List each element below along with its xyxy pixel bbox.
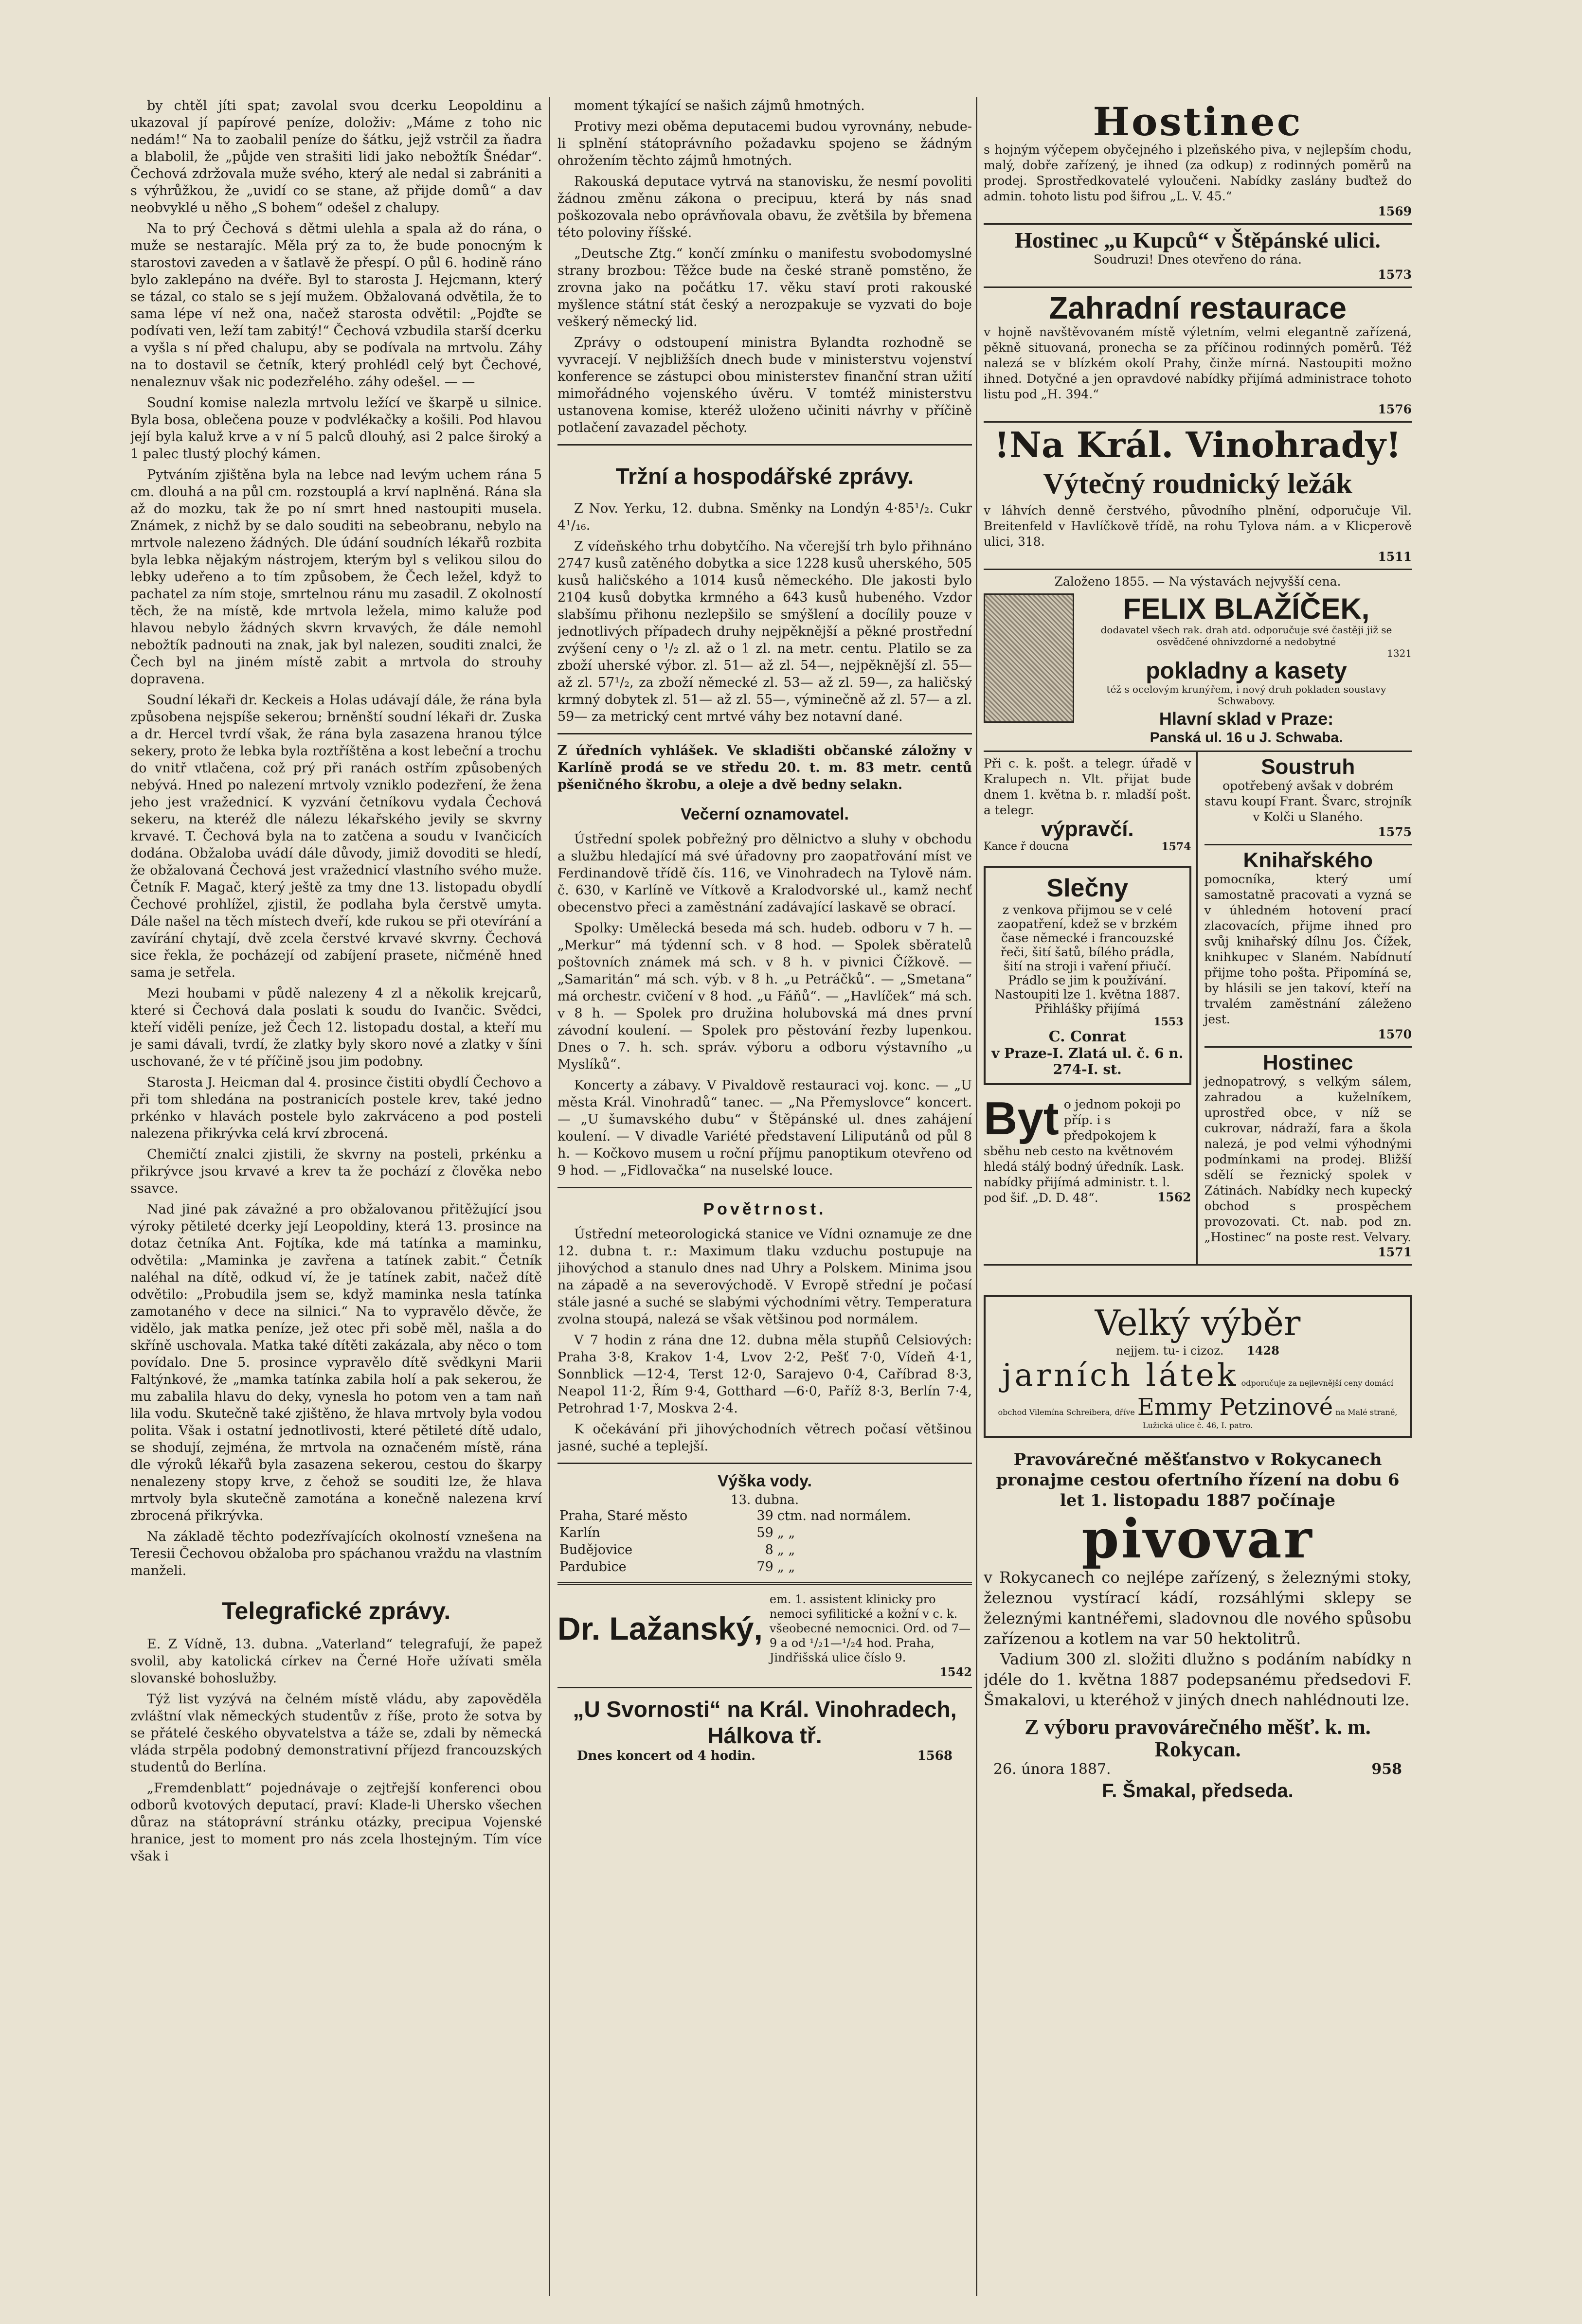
ad-text: Pravovárečné měšťanstvo v Rokycanech pronajme cestou ofertního řízení na dobu 6 let 1. listopadu 1887 počínaje: [996, 1450, 1400, 1511]
ad-text: nejjem. tu- i cizoz.: [1116, 1344, 1224, 1358]
paragraph: Soudní lékaři dr. Keckeis a Holas udávají dále, že rána byla způsobena nejspíše sekerou; brněnští soudní lékaři dr. Zuska a dr. Hercel tvrdí však, že rána byla zasazena hranou týlce sekery, proto že lebka byla roztříštěna a kost lebeční a trochu do vnitř vtlačena, což prý při ranách ostřím způsobených nebývá. Hned po nalezení mrtvoly vzniklo podezření, že žena jeho jest vražednicí. K vyzvání četníkovu vydala Čechová sekeru, na kteréž dle nálezu lékařského jevily se skvrny krvavé. T. Čechová byla na to zatčena a soudu v Ivančicích dodána. Obžaloba uvádí dále důvody, jimiž dovoditi se hledí, že obžalovaná Čechová jest vražednicí vlastního svého muže. Četník F. Magač, který ještě za tmy dne 13. listopadu obydlí Čechové prohlížel, zjistil, že podlaha byla čerstvě umyta. Dále našel na těch místech dveří, kde rukou se při otevírání a zavírání chytají, dvě zcela čerstvé krvavé skvrny. Čechová sice řekla, že pocházejí od zabíjení prasete, ničméně hned sama je setřela.: [130, 693, 542, 980]
ad-firm: C. Conrat: [1048, 1028, 1126, 1045]
paragraph: „Deutsche Ztg.“ končí zmínku o manifestu svobodomyslné strany brozbou: Těžce bude na české straně pomstěno, že zrovna jako na počátku 17. věku staví proti rakouské myšlence státní stát český a nerozpakuje se vyzvati do boje veškerý německý lid.: [557, 246, 972, 329]
ad-text: Při c. k. pošt. a telegr. úřadě v Kralupech n. Vlt. přijat bude dnem 1. května b. r. mladší pošt. a telegr.: [984, 756, 1191, 817]
ad-name: Emmy Petzinové: [1137, 1394, 1333, 1421]
divider: [557, 1187, 972, 1188]
table-cell: „ „: [777, 1559, 795, 1574]
ad-text: Soudruzi! Dnes otevřeno do rána.: [1094, 252, 1302, 267]
ad-heading: FELIX BLAŽÍČEK,: [1123, 592, 1370, 626]
paragraph: Z vídeňského trhu dobytčího. Na včerejší trh bylo přihnáno 2747 kusů zatěného dobytka a sice 1228 kusů uherského, 505 kusů haličského a 1014 kusů německého. Dle jakosti bylo 2104 kusů dobytka krmného a 643 kusů hubeného. Vzdor slabšímu přihonu nezlepšilo se smýšlení a docílily pouze v jednotlivých případech druhy nejpěknější a pěkné prostřední zvýšení ceny o ¹/₂ zl. až o 1 zl. na metr. centu. Platilo se za zboží uherské výbor. zl. 51— až zl. 54—, nejpěknější zl. 55— až zl. 57¹/₂, za zboží německé zl. 53— až zl. 59—, za haličský krmný dobytek zl. 51— až zl. 55—, výminečně až zl. 57— a zl. 59— za metrický cent mrtvé váhy bez notavní dané.: [557, 539, 972, 724]
paragraph: Spolky: Umělecká beseda má sch. hudeb. odboru v 7 h. — „Merkur“ má týdenní sch. v 8 hod. — Spolek sběratelů poštovních známek má sch. v 8 h. v pivnici Čížkově. — „Samaritán“ má sch. výb. v 8 h. „u Petráčků“. — „Smetana“ má orchestr. cvičení v 8 hod. „u Fáňů“. — „Havlíček“ má sch. v 8 h. — Spolek pro družina holubovská má dnes první závodní koulení. — Spolek pro pěstování řezby lupenkou. Dnes o 7. h. sch. správ. výboru a odboru výstavního „u Myslíků“.: [557, 921, 972, 1072]
zahradni-ad: [984, 288, 1412, 423]
market-news: [557, 500, 972, 725]
paragraph: Ústřední spolek pobřežný pro dělnictvo a sluhy v obchodu a službu hledající má své úřadovny pro zaopatřování míst ve Ferdinandově třídě čís. 116, ve Vinohradech na Tylově nám. č. 630, v Karlíně ve Vítkově a Kralodvorské ul., kamž nechť obecenstvo přeci a zaměstnání zadávající laskavě se obrací.: [557, 832, 972, 915]
paragraph: Na základě těchto podezřívajících okolností vznešena na Teresii Čechovou obžaloba pro spáchanou vraždu na vlastním manželi.: [130, 1529, 542, 1578]
paragraph: Ústřední meteorologická stanice ve Vídni oznamuje ze dne 12. dubna t. r.: Maximum tlaku vzduchu postupuje na jihovýchod a stanulo dnes nad Uhry a Polskem. Minima jsou na západě a na severovýchodě. V Evropě střední je počasí stále jasné a suché se slabými východními větry. Temperatura zvolna stoupá, nalezá se však většinou pod normálem.: [557, 1227, 972, 1327]
ad-text: též s ocelovým krunýřem, i nový druh pokladen soustavy Schwabovy.: [1106, 683, 1386, 707]
column-3: [984, 97, 1412, 2306]
market-heading: Tržní a hospodářské zprávy.: [615, 464, 914, 489]
ad-text: v Rokycanech co nejlépe zařízený, s železnými stoky, železnou vystírací kádí, rozsáhlými sklepy se železnými kantnéřemi, sladovnou dle nového spůsobu zařízenou a kotlem na var 50 hektolitrů.: [984, 1568, 1412, 1648]
divider: [557, 733, 972, 734]
telegraph-news: [130, 1636, 542, 1865]
divider: [557, 444, 972, 446]
table-cell: 39: [756, 1508, 773, 1523]
paragraph: Chemičtí znalci zjistili, že skvrny na posteli, prkénku a přikrývce jsou krvavé a krev ta že pochází z člověka nebo ssavce.: [130, 1147, 542, 1196]
telegraph-heading: Telegrafické zprávy.: [221, 1597, 451, 1625]
ad-heading: Knihařského: [1243, 848, 1373, 872]
ad-number: 1511: [1378, 550, 1412, 564]
ad-text: v láhvích denně čerstvého, původního plnění, odporučuje Vil. Breitenfeld v Havlíčkově třídě, na rohu Tylova nám. a v Klicperově ulici, 318.: [984, 503, 1412, 549]
ad-heading: Hostinec: [1093, 99, 1303, 144]
paragraph: E. Z Vídně, 13. dubna. „Vaterland“ telegrafují, že papež svolil, aby katolická církev na Černé Hoře užívati směla slovanské bohoslužby.: [130, 1637, 542, 1686]
ad-text: Vadium 300 zl. složiti dlužno s podáním nabídky n jdéle do 1. května 1887 podepsanému předsedovi F. Šmakalovi, u kteréhož v jiných dnech nahlédnouti lze.: [984, 1649, 1412, 1709]
paragraph: Z Nov. Yerku, 12. dubna. Směnky na Londýn 4·85¹/₂. Cukr 4¹/₁₆.: [557, 501, 972, 533]
ad-heading: Zahradní restaurace: [1049, 290, 1347, 326]
paragraph: Koncerty a zábavy. V Pivaldově restauraci voj. konc. — „U města Král. Vinohradů“ tanec. — „Na Přemyslovce“ koncert. — „U šumavského dubu“ v Štěpánské ul. dnes zahájení koulení. — V divadle Variété představení Liliputánů od půl 8 h. — Kočkovo musem u roční příjmu panoptikum otevřeno od 9 hod. — „Fidlovačka“ na nuselské louce.: [557, 1078, 972, 1178]
ad-text: dodavatel všech rak. drah atd. odporučuje své častěji již se osvědčené ohnivzdorné a nedobytné: [1100, 624, 1392, 648]
ad-subheading: pokladny a kasety: [1146, 658, 1347, 684]
paragraph: Nad jiné pak závažné a pro obžalovanou přitěžující jsou výroky pětileté dcerky její Leopoldiny, která 13. prosince na dotaz četníka Ant. Fojtíka, kde má tatínka a maminku, odvětila: „Maminka je zavřena a tatínek zabit.“ Četník naléhal na dítě, odkud ví, že je tatínek zabit, načež dítě odvětilo: „Probudila jsem se, když maminka nesla tatínka zamotaného v dece na silnici.“ Na to vypravělo děvče, že vidělo, jak matka peníze, jež otec při sobě měl, našla a do skříně uschovala. Matka také dítěti zakázala, aby něco o tom povídalo. Dne 5. prosince vypravělo dítě svědkyni Marii Faltýnkové, že „mamka tatínka zabila holí a pak sekerou, že mu zabalila hlavu do deky, vynesla ho potom ven a tam naň lila vodu. Skutečně také zjištěno, že hlava mrtvoly byla vodou polita. Však i ostatní jednotlivosti, které pětileté dítě udalo, se shodují, zejména, že mrtvola na označeném místě, rána dle výroků lékařů byla zasazena sekerou, cestou do škarpy nenalezeny stopy krve, z čehož se souditi lze, že hlava mrtvoly byla skutečně zamotána a konečně nalezena krví zbrocená přikrývka.: [130, 1202, 542, 1523]
office-notice: Z úředních vyhlášek. Ve skladišti občanské záložny v Karlíně prodá se ve středu 20. t. m. 83 metr. centů pšeničného škrobu, a oleje a dvě bedny selakn.: [557, 743, 972, 792]
paragraph: by chtěl jíti spat; zavolal svou dcerku Leopoldinu a ukazoval jí papírové peníze, doloživ: „Máme z toho nic nedám!“ Na to zaobalil peníze do šátku, jejž vstrčil za ňadra a blabolil, že „půjde ven strašiti lidi jako nebožtík Šnédar“. Čechová zdržovala muže svého, který ale nedal si zabrániti a s výhrůžkou, že „uvidí co se stane, až přijde domů“ a dav neobvyklé u něho „S bohem“ odešel z chalupy.: [130, 98, 542, 215]
ad-text: Založeno 1855. — Na výstavách nejvyšší cena.: [1054, 574, 1341, 589]
ad-heading: Hostinec „u Kupců“ v Štěpánské ulici.: [1015, 228, 1381, 252]
ad-address: Panská ul. 16 u J. Schwaba.: [1150, 730, 1343, 746]
felix-ad: [984, 570, 1412, 752]
lazansky-text: em. 1. assistent klinicky pro nemoci syfilitické a kožní v c. k. všeobecné nemocnici. Ord. od 7—9 a od ¹/₂1—¹/₂4 hod. Praha, Jindřišská ulice číslo 9.: [769, 1592, 971, 1664]
ad-heading: Hostinec: [1262, 1051, 1353, 1075]
divider: [557, 1463, 972, 1464]
table-cell: Budějovice: [559, 1542, 633, 1557]
paragraph: K očekávání při jihovýchodních větrech počasí většinou jasné, suché a teplejší.: [557, 1422, 972, 1454]
ad-text: v hojně navštěvovaném místě výletním, velmi elegantně zařízená, pěkně situovaná, pronecha se za příčinou rodinných poměrů. Též nalezá se v blízkém okolí Prahy, činže mírná. Nastoupiti možno ihned. Dotyčné a jen opravdové nabídky přijímá administrace tohoto listu pod „H. 394.“: [984, 325, 1412, 402]
paragraph: V 7 hodin z rána dne 12. dubna měla stupňů Celsiových: Praha 3·8, Krakov 1·4, Lvov 2·2, Pešť 7·0, Vídeň 4·1, Sonnblick —12·4, Terst 12·0, Sarajevo 0·4, Caříbrad 8·3, Neapol 11·2, Řím 9·4, Gotthard —6·0, Paříž 8·3, Berlín 7·4, Petrohrad 1·7, Moskva 2·4.: [557, 1333, 972, 1416]
table-row: [557, 1524, 972, 1541]
slecny-ad: [984, 866, 1191, 1085]
soustruh-ad: [1204, 752, 1412, 845]
ad-number: 1321: [1387, 647, 1412, 660]
table-cell: Pardubice: [559, 1559, 627, 1574]
vyber-ad: [984, 1295, 1412, 1438]
ad-text: odporučuje za nejlevnější ceny domácí obchod Vilemína Schreibera, dříve: [998, 1378, 1394, 1417]
weather-heading: Povětrnost.: [703, 1200, 827, 1218]
byt-ad: [984, 1093, 1191, 1211]
ad-number: 1562: [1157, 1190, 1191, 1204]
weather-report: [557, 1226, 972, 1455]
paragraph: Mezi houbami v půdě nalezeny 4 zl a několik krejcarů, které si Čechová dala poslati k soudu do Ivančic. Svědci, kteří viděli peníze, jež Čech 12. listopadu dostal, a kteří mu je sami dávali, tvrdí, že zlatky byly skoro nové a zlatky v šíni uschované, že v té příčině jsou jim podobny.: [130, 986, 542, 1069]
paragraph: Týž list vyzývá na čelném místě vládu, aby zapověděla zvláštní vlak německých studentův z říše, proto že sotva by se přátelé českého obyvatelstva a táže se, zdali by německá vláda strpěla podobný demonstrativní příjezd francouzských studentů do Berlína.: [130, 1692, 542, 1775]
safe-engraving-image: [984, 593, 1074, 723]
kniharsky-ad: [1204, 845, 1412, 1048]
ad-subheading: Výtečný roudnický ležák: [1043, 467, 1352, 500]
vypravci-ad: [984, 752, 1191, 858]
ad-number: 1542: [939, 1665, 972, 1679]
political-news: [557, 97, 972, 436]
table-row: [557, 1507, 972, 1524]
table-row: [557, 1541, 972, 1558]
ad-number: 1574: [1161, 840, 1191, 853]
kupcu-ad: [984, 225, 1412, 288]
ad-text: o jednom pokoji po příp. i s předpokojem k sběhu neb cesto na květnovém hledá stálý bodný úředník. Lask. nabídky přijímá administr. t. l. pod šif. „D. D. 48“.: [984, 1097, 1185, 1205]
paragraph: Zprávy o odstoupení ministra Bylandta rozhodně se vyvracejí. V nejbližších dnech bude v ministerstvu vojenství konference se zástupci obou ministerstev finanční stran užití mimořádného vojenského úvěru. V tomtéž ministerstvu ustanovena komise, kteréž uloženo učiniti návrhy v příčině potlačení zavazadel pěchoty.: [557, 335, 972, 435]
table-cell: 8: [765, 1542, 773, 1557]
ad-number: 1570: [1378, 1027, 1412, 1042]
ad-heading: Slečny: [1046, 874, 1129, 902]
table-row: [557, 1558, 972, 1575]
ad-number: 1575: [1378, 824, 1412, 839]
ad-heading: !Na Král. Vinohrady!: [994, 424, 1402, 466]
ad-text: s hojným výčepem obyčejného i plzeňského piva, v nejlepším chodu, malý, dobře zařízený, je ihned (za odkup) z rodinných poměrů na prodej. Sprostředkovatelé vyloučeni. Nabídky zaslány buďtež do admin. tohoto listu pod šifrou „L. V. 45.“: [984, 143, 1412, 203]
lazansky-ad: [557, 1592, 972, 1665]
ad-number: 958: [1371, 1761, 1402, 1778]
table-cell: Praha, Staré město: [559, 1508, 688, 1523]
ad-heading: Byt: [984, 1092, 1059, 1144]
ad-number: 1568: [917, 1749, 953, 1763]
table-cell: ctm. nad normálem.: [777, 1508, 911, 1523]
column-2: [557, 97, 972, 2306]
table-cell: 59: [756, 1525, 773, 1540]
paragraph: „Fremdenblatt“ pojednávaje o zejtřejší konferenci obou odborů kvotových deputací, praví: Klade-li Uhersko všechen důraz na státoprávní stránku otázky, precipua Vojenské hranice, jest to moment pro nás zcela lhostejným. Tím více však i: [130, 1781, 542, 1864]
divider: [557, 1582, 972, 1585]
ad-address: na Malé straně, Lužická ulice č. 46, I. patro.: [1142, 1408, 1398, 1430]
paragraph: Soudní komise nalezla mrtvolu ležící ve škarpě u silnice. Byla bosa, oblečena pouze v podvlékačky a košili. Pod hlavou její byla kaluž krve a v ní 5 palců dlouhý, asi 2 palce široký a 1 palec tlustý plochý kámen.: [130, 395, 542, 462]
ad-number: 1576: [1378, 402, 1412, 417]
hostinec2-ad: [1204, 1048, 1412, 1264]
court-report: [130, 97, 542, 1579]
ad-text: opotřebený avšak v dobrém stavu koupí Frant. Švarc, strojník v Kolči u Slaného.: [1204, 778, 1412, 824]
vinohrady-ad: [984, 423, 1412, 570]
ad-text: jednopatrový, s velkým sálem, zahradou a kuželníkem, uprostřed obce, v níž se cukrovar, nádraží, fara a škola nalezá, je pod velmi výhodnými podmínkami na prodej. Bližší sdělí se řeznický spolek v Zátinách. Nabídky nech kupecký obchod s prospěchem provozovati. Ct. nab. pod zn. „Hostinec“ na poste rest. Velvary.: [1204, 1074, 1412, 1245]
ad-signature: F. Šmakal, předseda.: [1102, 1780, 1294, 1802]
svornost-heading: „U Svornosti“ na Král. Vinohradech, Hálkova tř.: [573, 1697, 957, 1748]
ad-number: 1569: [1378, 204, 1412, 218]
paragraph: Starosta J. Heicman dal 4. prosince čistiti obydlí Čechovo a při tom shledána na postranicích postele krev, také jedno prkénko v hlavách postele bylo zakrváceno a pod posteli nalezena přikrývka celá krví zbrocená.: [130, 1075, 542, 1141]
evening-heading: Večerní oznamovatel.: [681, 805, 849, 823]
paragraph: Pytváním zjištěna byla na lebce nad levým uchem rána 5 cm. dlouhá a na půl cm. rozstouplá a krví naplněná. Rána sla až do mozku, tak že po ní smrt hned nastoupiti musela. Známek, z nichž by se dalo souditi na sebeobranu, nebylo na mrtvole nalezeno žádných. Dle údání soudních lékařů rozbita byla lebka nějakým nástrojem, kterým byl s velikou silou do lebky udeřeno a to tím způsobem, že Čech ležel, když to pachatel za ním stoje, smrtelnou ránu mu zasadil. Z okolností těch, že na místě, kde mrtvola ležela, mimo kaluže pod hlavou nebylo žádných skvrn krvavých, že dále nemohl nebožtík padnouti na znak, jak byl nalezen, souditi znalci, že Čech byl na jiném místě zabit a mrtvola do strouhy dopravena.: [130, 467, 542, 687]
ad-number: 1573: [1378, 268, 1412, 282]
column-1: [130, 97, 542, 2306]
ad-subheading: jarních látek: [1002, 1358, 1239, 1394]
ad-heading: Soustruh: [1261, 754, 1355, 779]
pivovar-ad: [984, 1446, 1412, 1806]
ad-heading: Velký výběr: [1095, 1303, 1301, 1344]
evening-announcements: [557, 831, 972, 1179]
water-date: 13. dubna.: [730, 1493, 799, 1507]
ad-subheading: Hlavní sklad v Praze:: [1159, 709, 1334, 729]
ad-number: 1553: [1153, 1015, 1184, 1028]
paragraph: Protivy mezi oběma deputacemi budou vyrovnány, nebude-li splnění státoprávního požadavku spojeno se žádným ohrožením těchto zájmů hmotných.: [557, 119, 972, 168]
table-cell: „ „: [777, 1542, 795, 1557]
ad-text: z venkova přijmou se v celé zaopatření, kdež se v brzkém čase německé i francouzské řeči, šití šatů, bílého prádla, šití na stroji i vaření přiučí. Prádlo se jim k používání. Nastoupiti lze 1. května 1887. Přihlášky přijímá: [994, 902, 1180, 1016]
ad-address: v Praze-I. Zlatá ul. č. 6 n. 274-I. st.: [991, 1045, 1184, 1077]
ad-text: Kance ř doucna: [984, 840, 1069, 853]
lazansky-name: Dr. Lažanský,: [557, 1610, 763, 1646]
paragraph: Rakouská deputace vytrvá na stanovisku, že nesmí povoliti žádnou změnu zákona o precipuu, která by nás snad poškozovala nebo oprávňovala obavu, že zvětšila by břemena této poloviny říšské.: [557, 174, 972, 240]
ad-date: 26. února 1887.: [993, 1761, 1111, 1778]
water-heading: Výška vody.: [717, 1472, 812, 1490]
column-divider: [976, 97, 977, 2296]
svornost-text: Dnes koncert od 4 hodin.: [577, 1749, 756, 1763]
column-divider: [549, 97, 550, 2296]
water-level-table: [557, 1507, 972, 1575]
table-cell: Karlín: [559, 1525, 600, 1540]
paragraph: Na to prý Čechová s dětmi ulehla a spala až do rána, o muže se nestarajíc. Měla prý za to, že bude ponocným k starostovi zaveden a v šatlavě že přespí. O půl 6. hodině ráno bylo zaklepáno na dvéře. Byl to starosta J. Hejcmann, který se tázal, co stalo se s její mužem. Obžalovaná odvětila, že to sama lépe ví než ona, načež starosta odvětil: „Pojďte se podívati ven, leží tam zabitý!“ Čechová vzbudila starší dcerku a vyšla s ní před chalupu, aby se podívala na mrtvolu. Záhy na to dostavil se četník, který prohlédl celý byt Čechové, nenaleznuv však nic podezřelého. záhy odešel. — —: [130, 221, 542, 390]
ad-heading: výpravčí.: [1041, 817, 1134, 841]
divider: [557, 1687, 972, 1688]
ad-number: 1428: [1247, 1343, 1279, 1358]
paragraph: moment týkající se našich zájmů hmotných.: [574, 98, 865, 113]
table-cell: 79: [756, 1559, 773, 1574]
table-cell: „ „: [777, 1525, 795, 1540]
ad-subheading: Z výboru pravovárečného měšť. k. m. Rokycan.: [1025, 1715, 1371, 1762]
hostinec-ad: [984, 97, 1412, 225]
ad-text: pomocníka, který umí samostatně pracovati a vyzná se v úhledném hotovení prací zlacovacích, přijme ihned pro svůj knihařský dílnu Jos. Čížek, knihkupec v Slaném. Nabídnutí přijme toho pošta. Připomíná se, by hlásili se jen takoví, kteří na trvalém zaměstnání záleženo jest.: [1204, 872, 1412, 1027]
ad-heading: pivovar: [1081, 1507, 1314, 1571]
ad-number: 1571: [1378, 1245, 1412, 1260]
